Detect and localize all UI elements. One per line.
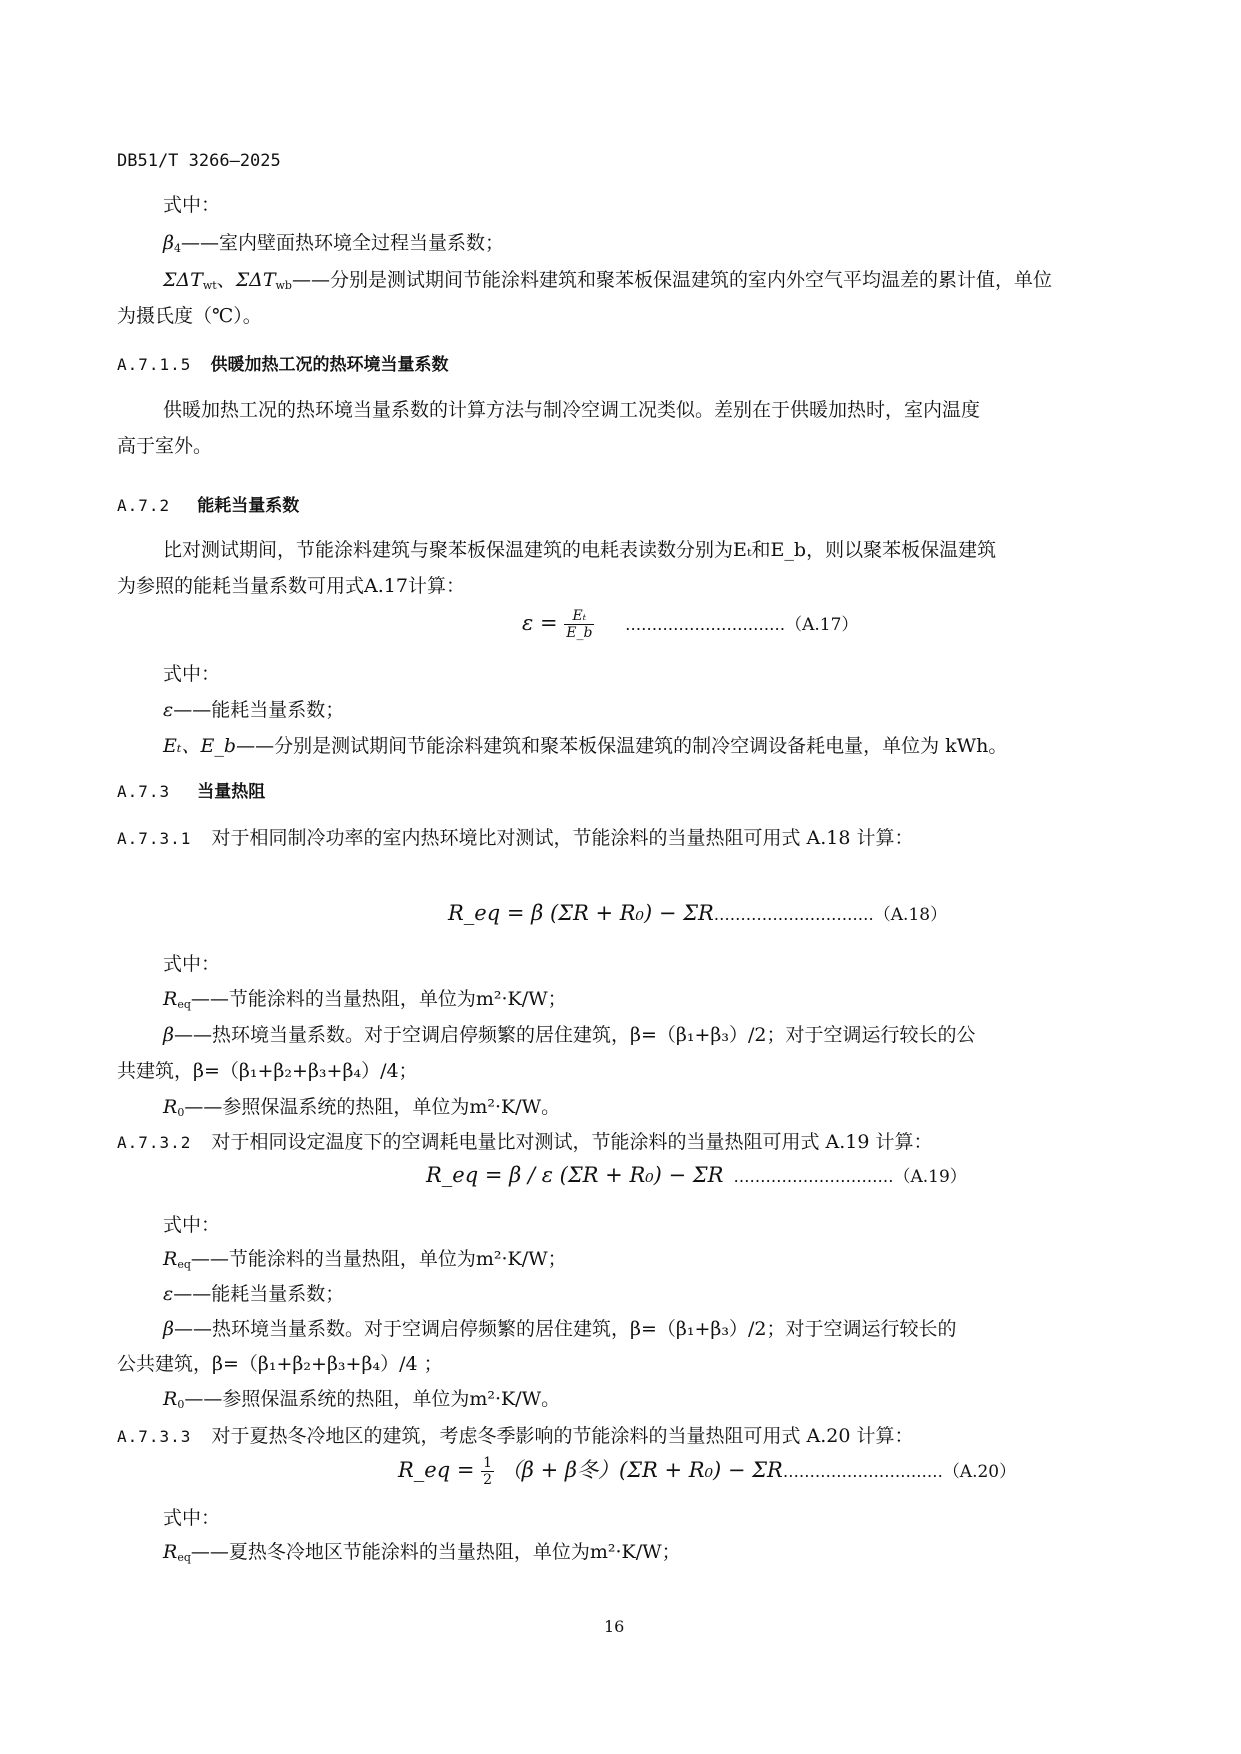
separator: 、 bbox=[216, 269, 236, 291]
equation-number: （A.19） bbox=[893, 1167, 967, 1187]
sum-text: ——分别是测试期间节能涂料建筑和聚苯板保温建筑的室内外空气平均温差的累计值，单位 bbox=[291, 269, 1052, 291]
fraction bbox=[564, 608, 594, 641]
r0-subscript: 0 bbox=[177, 1106, 185, 1119]
r0-subscript: 0 bbox=[177, 1398, 185, 1411]
equation-rhs: （β + β冬）(ΣR + R₀) − ΣR bbox=[500, 1458, 783, 1482]
epsilon-text: ——能耗当量系数； bbox=[173, 699, 345, 721]
req-text: ——节能涂料的当量热阻，单位为m²·K/W； bbox=[190, 1248, 567, 1270]
page-number: 16 bbox=[604, 1617, 625, 1636]
equation-lhs: R_eq = bbox=[398, 1458, 475, 1482]
where-label: 式中： bbox=[163, 953, 221, 975]
equation-a17 bbox=[522, 608, 858, 641]
leader-dots: ………………………… bbox=[733, 1167, 894, 1186]
paragraph-line: 比对测试期间，节能涂料建筑与聚苯板保温建筑的电耗表读数分别为Eₜ和E_b，则以聚苯板保温建筑 bbox=[163, 539, 997, 561]
sum-wt-subscript: wt bbox=[202, 279, 217, 292]
beta-text-continued: 公共建筑，β=（β₁+β₂+β₃+β₄）/4 ； bbox=[117, 1353, 443, 1375]
sum-text-continued: 为摄氏度（℃）。 bbox=[117, 305, 262, 327]
sum-delta-t-definition bbox=[163, 262, 1052, 304]
req-symbol: R bbox=[163, 1541, 178, 1563]
req-text: ——节能涂料的当量热阻，单位为m²·K/W； bbox=[190, 988, 567, 1010]
equation-body: R_eq = β / ε (ΣR + R₀) − ΣR bbox=[426, 1163, 724, 1187]
beta4-subscript: 4 bbox=[173, 242, 181, 255]
section-title: 当量热阻 bbox=[197, 782, 266, 802]
sum-wb-symbol: ΣΔT bbox=[235, 269, 276, 291]
leader-dots: ………………………… bbox=[625, 615, 786, 634]
epsilon-symbol: ε bbox=[163, 699, 174, 721]
epsilon-text: ——能耗当量系数； bbox=[173, 1283, 345, 1305]
document-id: DB51/T 3266—2025 bbox=[117, 151, 281, 171]
epsilon-symbol: ε bbox=[163, 1283, 174, 1305]
section-number: A.7.1.5 bbox=[117, 355, 192, 374]
where-label: 式中： bbox=[163, 663, 221, 685]
where-label: 式中： bbox=[163, 194, 221, 216]
beta4-definition bbox=[163, 225, 504, 267]
r0-symbol: R bbox=[163, 1388, 178, 1410]
clause-text: 对于相同制冷功率的室内热环境比对测试，节能涂料的当量热阻可用式 A.18 计算： bbox=[211, 827, 914, 849]
sum-wt-symbol: ΣΔT bbox=[163, 269, 203, 291]
r0-text: ——参照保温系统的热阻，单位为m²·K/W。 bbox=[184, 1388, 561, 1410]
r0-definition bbox=[163, 1381, 560, 1423]
paragraph-line: 高于室外。 bbox=[117, 435, 213, 457]
beta-definition bbox=[163, 1311, 957, 1347]
section-number: A.7.3 bbox=[117, 782, 171, 801]
beta-text: ——热环境当量系数。对于空调启停频繁的居住建筑，β=（β₁+β₃）/2；对于空调运行较长的公 bbox=[173, 1024, 976, 1046]
beta-text-continued: 共建筑，β=（β₁+β₂+β₃+β₄）/4； bbox=[117, 1060, 418, 1082]
r0-symbol: R bbox=[163, 1096, 178, 1118]
beta-text: ——热环境当量系数。对于空调启停频繁的居住建筑，β=（β₁+β₃）/2；对于空调运行较长的 bbox=[173, 1318, 957, 1340]
clause-text: 对于相同设定温度下的空调耗电量比对测试，节能涂料的当量热阻可用式 A.19 计算： bbox=[211, 1131, 933, 1153]
leader-dots: ………………………… bbox=[713, 905, 874, 924]
fraction-denominator: E_b bbox=[566, 625, 593, 641]
sum-wb-subscript: wb bbox=[275, 279, 292, 292]
section-heading-a715 bbox=[117, 350, 449, 375]
leader-dots: ………………………… bbox=[782, 1462, 943, 1481]
equation-number: （A.20） bbox=[942, 1462, 1017, 1482]
clause-number: A.7.3.1 bbox=[117, 829, 192, 848]
equation-body: R_eq = β (ΣR + R₀) − ΣR bbox=[448, 901, 714, 925]
beta4-text: ——室内壁面热环境全过程当量系数； bbox=[180, 232, 504, 254]
equation-lhs: ε = bbox=[522, 611, 558, 635]
section-heading-a73 bbox=[117, 777, 265, 802]
section-number: A.7.2 bbox=[117, 496, 171, 515]
where-label: 式中： bbox=[163, 1214, 221, 1236]
paragraph-line: 供暖加热工况的热环境当量系数的计算方法与制冷空调工况类似。差别在于供暖加热时，室内温度 bbox=[163, 399, 981, 421]
equation-a20 bbox=[398, 1454, 1016, 1488]
req-definition bbox=[163, 1534, 681, 1576]
req-subscript: eq bbox=[177, 1258, 191, 1271]
where-label: 式中： bbox=[163, 1507, 221, 1529]
section-heading-a72 bbox=[117, 491, 299, 516]
energy-text: ——分别是测试期间节能涂料建筑和聚苯板保温建筑的制冷空调设备耗电量，单位为 kWh。 bbox=[236, 735, 1008, 757]
fraction-denominator: 2 bbox=[483, 1472, 493, 1488]
fraction-numerator: Eₜ bbox=[564, 608, 594, 625]
fraction-numerator: 1 bbox=[483, 1455, 493, 1471]
clause-a733 bbox=[117, 1418, 914, 1455]
req-subscript: eq bbox=[177, 1551, 191, 1564]
equation-number: （A.18） bbox=[873, 905, 948, 925]
clause-a731 bbox=[117, 820, 914, 857]
req-text: ——夏热冬冷地区节能涂料的当量热阻，单位为m²·K/W； bbox=[190, 1541, 681, 1563]
equation-a19 bbox=[426, 1162, 967, 1187]
clause-text: 对于夏热冬冷地区的建筑，考虑冬季影响的节能涂料的当量热阻可用式 A.20 计算： bbox=[211, 1425, 914, 1447]
clause-number: A.7.3.3 bbox=[117, 1427, 192, 1446]
beta-definition bbox=[163, 1017, 976, 1053]
req-symbol: R bbox=[163, 1248, 178, 1270]
beta4-symbol: β bbox=[163, 232, 174, 254]
epsilon-definition bbox=[163, 692, 344, 728]
r0-text: ——参照保温系统的热阻，单位为m²·K/W。 bbox=[184, 1096, 561, 1118]
energy-symbols: Eₜ、E_b bbox=[163, 735, 237, 757]
epsilon-definition bbox=[163, 1276, 344, 1312]
req-symbol: R bbox=[163, 988, 178, 1010]
energy-definition bbox=[163, 728, 1007, 764]
fraction bbox=[481, 1455, 494, 1488]
req-subscript: eq bbox=[177, 998, 191, 1011]
clause-number: A.7.3.2 bbox=[117, 1133, 192, 1152]
beta-symbol: β bbox=[163, 1318, 174, 1340]
beta-symbol: β bbox=[163, 1024, 174, 1046]
paragraph-line: 为参照的能耗当量系数可用式A.17计算： bbox=[117, 575, 465, 597]
equation-number: （A.17） bbox=[785, 615, 859, 635]
clause-a732 bbox=[117, 1124, 933, 1161]
section-title: 能耗当量系数 bbox=[197, 496, 300, 516]
equation-a18 bbox=[448, 900, 947, 925]
section-title: 供暖加热工况的热环境当量系数 bbox=[210, 355, 449, 375]
